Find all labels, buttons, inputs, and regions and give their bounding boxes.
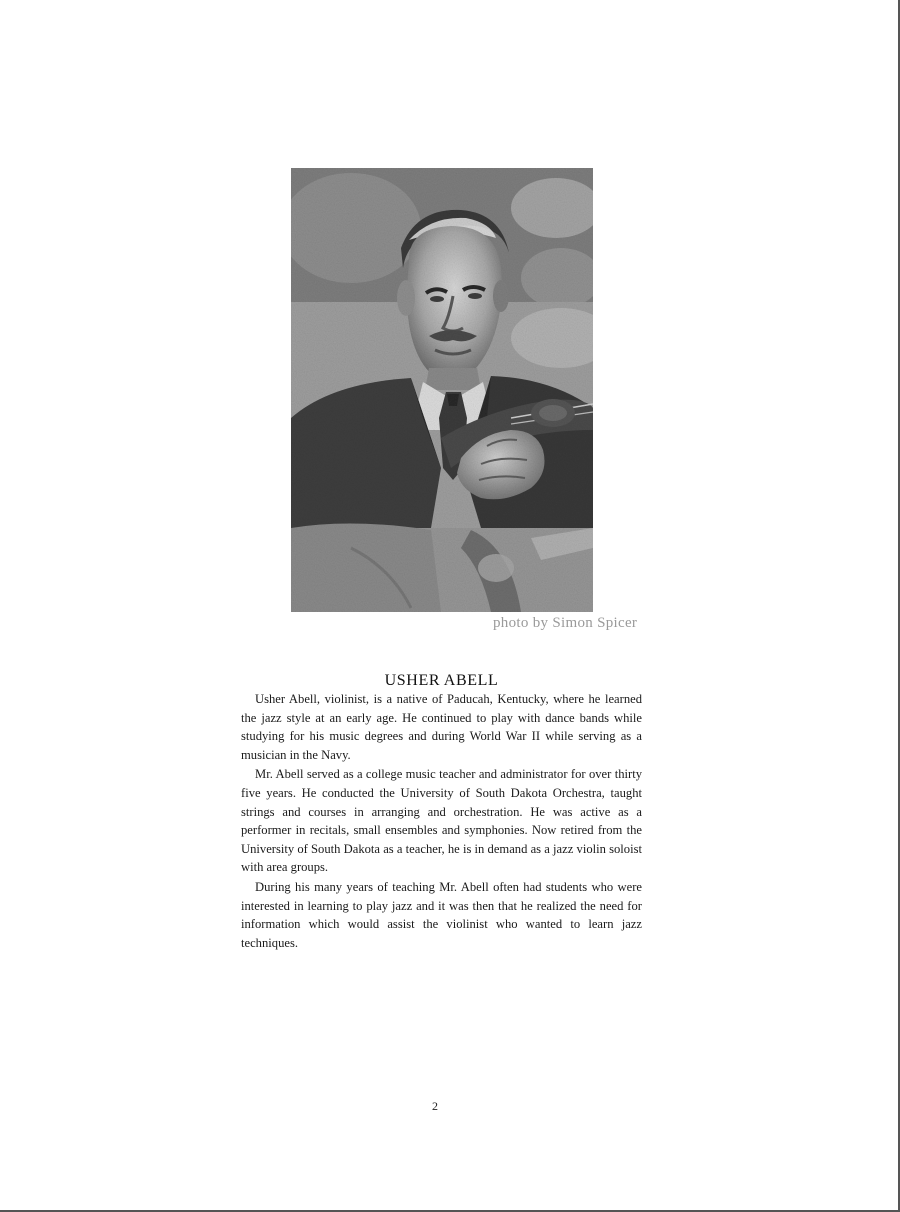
photo-credit: photo by Simon Spicer	[493, 615, 638, 631]
bio-paragraph: During his many years of teaching Mr. Abell often had students who were interested in learning to play jazz and it was then that he realized the need for information which would assist the violinist who wanted to learn jazz techniques.	[241, 879, 642, 950]
bio-paragraph: Mr. Abell served as a college music teacher and administrator for over thirty five years. He conducted the University of South Dakota Orchestra, taught strings and courses in arranging and orchestration. He was active as a performer in recitals, small ensembles and symphonies. Now retired from the University of South Dakota as a teacher, he is in demand as a jazz violin soloist with area groups.	[241, 767, 642, 875]
bio-body	[241, 690, 642, 953]
bio-title: USHER ABELL	[384, 672, 499, 689]
page-number: 2	[432, 1099, 438, 1113]
portrait-photo	[291, 168, 593, 612]
bio-paragraph: Usher Abell, violinist, is a native of Paducah, Kentucky, where he learned the jazz style at an early age. He continued to play with dance bands while studying for his music degrees and during World War II while serving as a musician in the Navy.	[241, 692, 642, 762]
